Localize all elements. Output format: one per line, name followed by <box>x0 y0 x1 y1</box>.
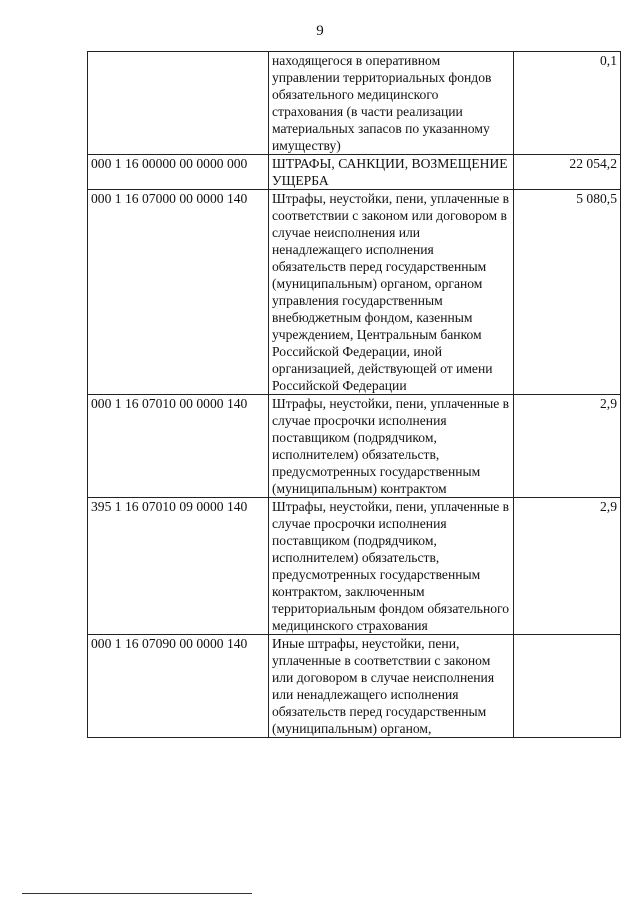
classification-code-cell: 000 1 16 07090 00 0000 140 <box>88 635 269 738</box>
table-row <box>88 395 621 498</box>
page-number: 9 <box>316 23 324 39</box>
classification-code-cell: 000 1 16 07000 00 0000 140 <box>88 190 269 395</box>
classification-code-cell <box>88 52 269 155</box>
table-row <box>88 190 621 395</box>
revenue-name-cell: Штрафы, неустойки, пени, уплаченные в соответствии с законом или договором в случае неисполнения или ненадлежащего исполнения обязательств перед государственным (муниципальным) органом, органом управления государственным внебюджетным фондом, казенным учреждением, Центральным банком Российской Федерации, иной организацией, действующей от имени Российской Федерации <box>269 190 514 395</box>
amount-cell: 5 080,5 <box>514 190 621 395</box>
table-row <box>88 498 621 635</box>
revenue-name-cell: Штрафы, неустойки, пени, уплаченные в случае просрочки исполнения поставщиком (подрядчиком, исполнителем) обязательств, предусмотренных государственным (муниципальным) контрактом <box>269 395 514 498</box>
revenue-name-cell: ШТРАФЫ, САНКЦИИ, ВОЗМЕЩЕНИЕ УЩЕРБА <box>269 155 514 190</box>
table-row <box>88 52 621 155</box>
revenue-name-cell: Иные штрафы, неустойки, пени, уплаченные в соответствии с законом или договором в случае неисполнения или ненадлежащего исполнения обязательств перед государственным (муниципальным) органом, <box>269 635 514 738</box>
footnote-divider <box>22 893 252 894</box>
table-row <box>88 635 621 738</box>
classification-code-cell: 395 1 16 07010 09 0000 140 <box>88 498 269 635</box>
amount-cell <box>514 635 621 738</box>
classification-code-cell: 000 1 16 00000 00 0000 000 <box>88 155 269 190</box>
amount-cell: 2,9 <box>514 395 621 498</box>
classification-code-cell: 000 1 16 07010 00 0000 140 <box>88 395 269 498</box>
budget-revenue-table <box>87 51 621 738</box>
amount-cell: 2,9 <box>514 498 621 635</box>
table-row <box>88 155 621 190</box>
amount-cell: 22 054,2 <box>514 155 621 190</box>
revenue-name-cell: находящегося в оперативном управлении территориальных фондов обязательного медицинского страхования (в части реализации материальных запасов по указанному имуществу) <box>269 52 514 155</box>
revenue-name-cell: Штрафы, неустойки, пени, уплаченные в случае просрочки исполнения поставщиком (подрядчиком, исполнителем) обязательств, предусмотренных государственным контрактом, заключенным территориальным фондом обязательного медицинского страхования <box>269 498 514 635</box>
amount-cell: 0,1 <box>514 52 621 155</box>
